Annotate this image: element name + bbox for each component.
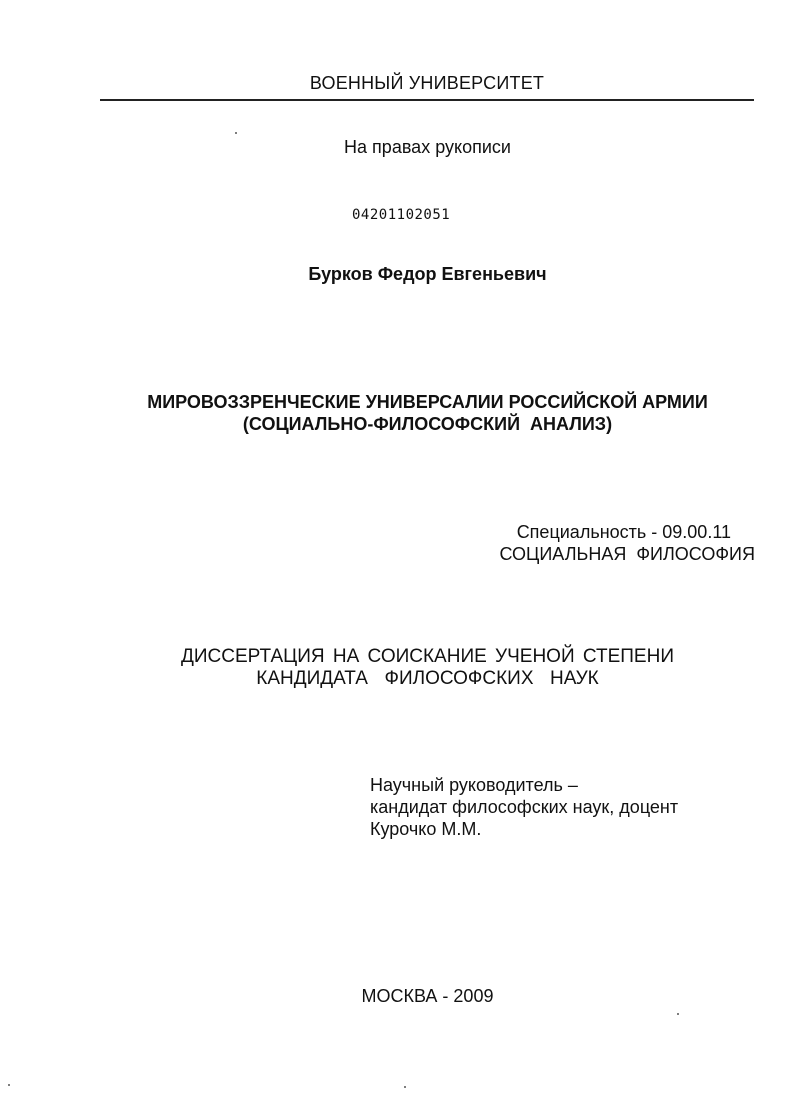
- supervisor-role: Научный руководитель –: [370, 775, 578, 795]
- supervisor-block: [370, 774, 678, 840]
- scan-speck: [235, 132, 237, 134]
- dissertation-title-line2: (СОЦИАЛЬНО-ФИЛОСОФСКИЙ АНАЛИЗ): [242, 414, 613, 434]
- scan-speck: [677, 1013, 679, 1015]
- degree-line1: ДИССЕРТАЦИЯ НА СОИСКАНИЕ УЧЕНОЙ СТЕПЕНИ: [181, 646, 674, 667]
- institution-name: ВОЕННЫЙ УНИВЕРСИТЕТ: [309, 73, 545, 93]
- rights-note: На правах рукописи: [344, 137, 511, 157]
- degree-line2: КАНДИДАТА ФИЛОСОФСКИХ НАУК: [256, 668, 599, 689]
- archive-code: 04201102051: [352, 207, 451, 223]
- dissertation-title-line1: МИРОВОЗЗРЕНЧЕСКИЕ УНИВЕРСАЛИИ РОССИЙСКОЙ АРМИИ: [147, 392, 708, 412]
- supervisor-credentials: кандидат философских наук, доцент: [370, 797, 679, 817]
- dissertation-title: [80, 391, 775, 435]
- author-name: Бурков Федор Евгеньевич: [308, 264, 547, 284]
- supervisor-name: Курочко М.М.: [370, 819, 482, 839]
- specialty-code: Специальность - 09.00.11: [516, 522, 731, 542]
- header-divider: [100, 99, 754, 101]
- scan-speck: [8, 1084, 10, 1086]
- specialty-name: СОЦИАЛЬНАЯ ФИЛОСОФИЯ: [499, 544, 755, 564]
- specialty-block: [400, 521, 755, 565]
- scan-speck: [404, 1086, 406, 1088]
- city-year: МОСКВА - 2009: [361, 986, 494, 1006]
- degree-statement: [100, 646, 755, 690]
